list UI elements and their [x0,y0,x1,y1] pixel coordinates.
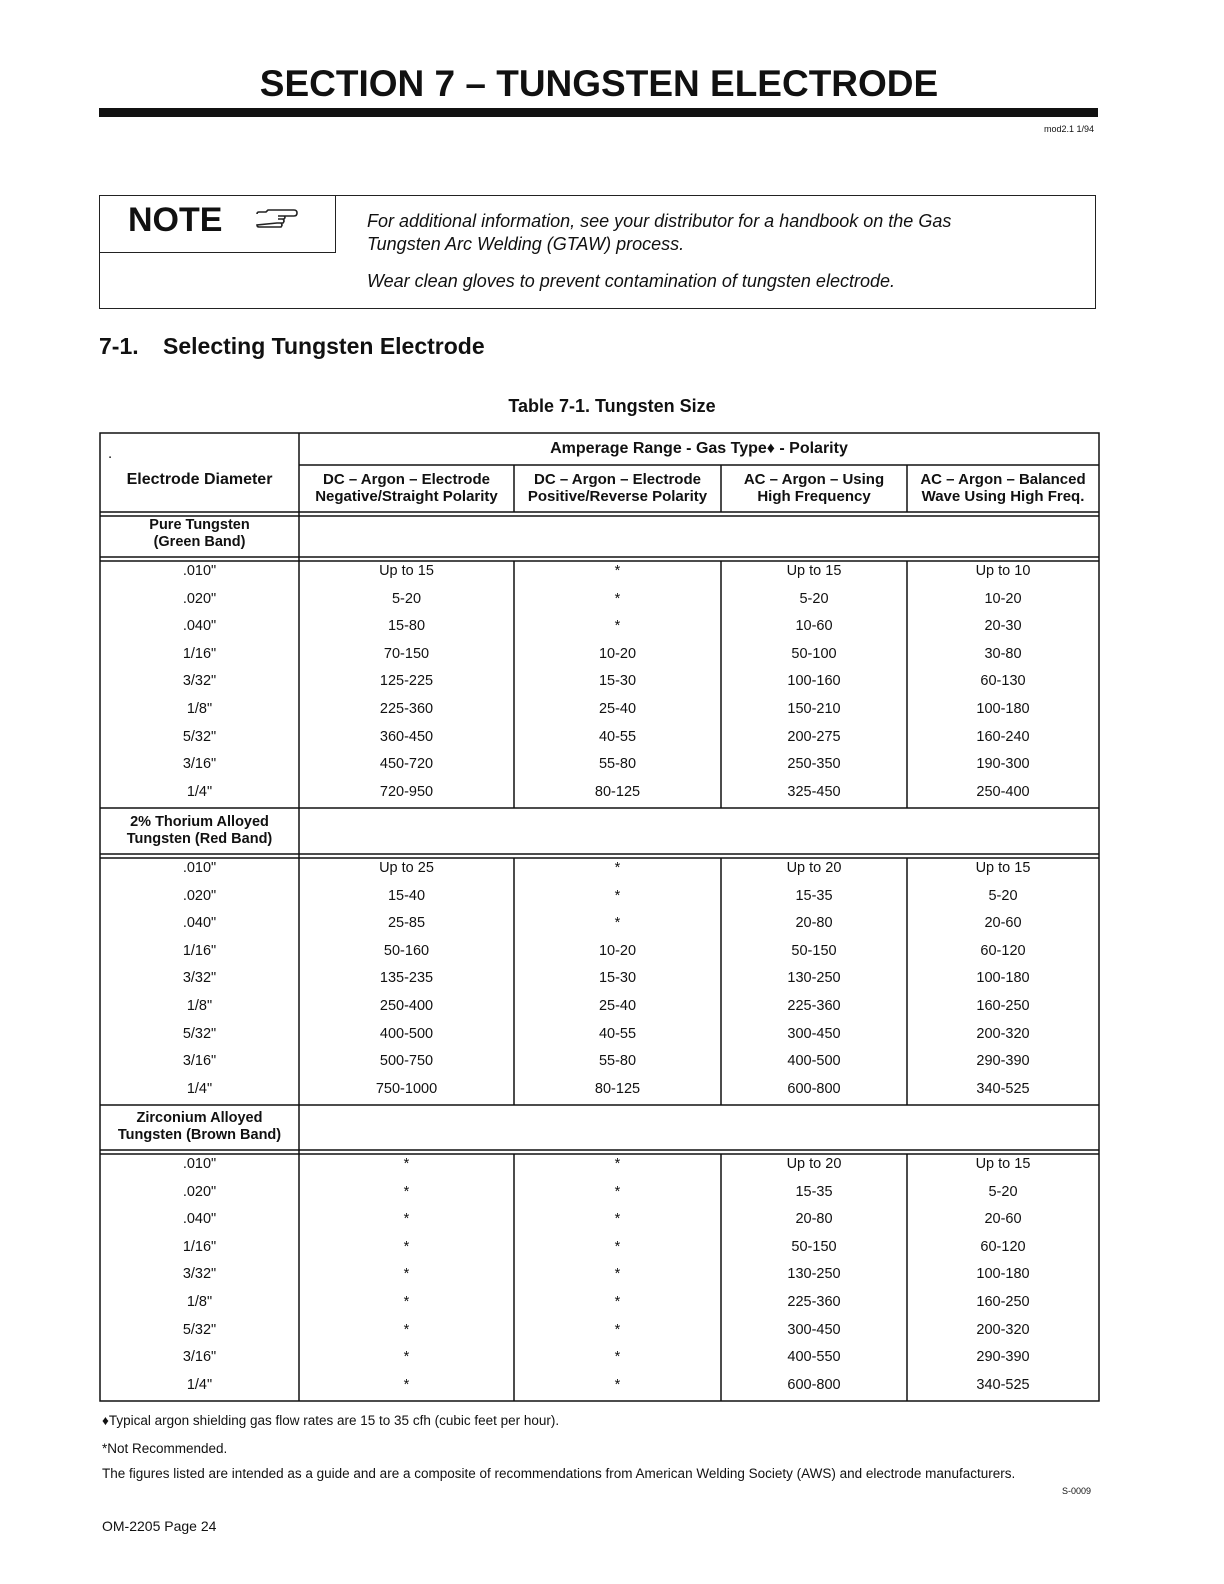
cell-ac-hf: 5-20 [799,590,829,607]
cell-ac-balanced: Up to 15 [975,1156,1031,1172]
cell-diameter: 1/8" [186,1294,213,1310]
cell-diameter: 3/16" [182,756,217,773]
cell-dcep: 25-40 [598,701,637,717]
cell-ac-balanced: 10-20 [984,590,1022,607]
note-label-box [100,196,336,253]
cell-dcen: * [403,1376,410,1393]
cell-diameter: 5/32" [182,1321,217,1338]
cell-ac-balanced: 290-390 [976,1053,1030,1070]
cell-dcen: 250-400 [379,998,434,1014]
cell-dcep: * [614,590,621,607]
cell-ac-balanced: 60-130 [980,673,1026,690]
cell-dcen: 25-85 [387,915,426,932]
cell-dcen: 500-750 [379,1053,434,1070]
cell-diameter: .040" [182,1211,217,1228]
cell-ac-hf: 600-800 [787,1080,841,1097]
cell-dcen: 15-40 [387,887,426,904]
cell-ac-hf: Up to 15 [786,563,842,579]
cell-dcen: Up to 25 [379,860,434,876]
cell-ac-hf: Up to 20 [786,1156,842,1172]
footnote-figures: The figures listed are intended as a guide and are a composite of recommendations from American Welding Society (AWS) and electrode manufacturers. [102,1466,1016,1481]
cell-diameter: 1/8" [186,998,213,1014]
cell-dcep: * [614,915,621,932]
note-text-line-3: Wear clean gloves to prevent contamination of tungsten electrode. [367,271,895,291]
note-label: NOTE [128,201,223,239]
cell-ac-balanced: Up to 10 [975,563,1031,579]
source-code: S-0009 [1062,1486,1092,1496]
cell-ac-hf: 300-450 [787,1025,841,1042]
cell-ac-hf: 150-210 [787,701,841,717]
cell-ac-hf: 15-35 [795,1183,833,1200]
cell-ac-hf: 50-100 [791,645,837,662]
column-header-electrode-diameter: Electrode Diameter [126,471,273,488]
revision-code: mod2.1 1/94 [1043,124,1094,134]
group-label-line: (Green Band) [153,534,246,550]
cell-diameter: 1/4" [186,1080,213,1097]
note-text-line-1: For additional information, see your distributor for a handbook on the Gas [367,211,952,231]
cell-dcep: 10-20 [598,942,637,959]
cell-ac-hf: 400-550 [787,1349,841,1366]
cell-dcep: 55-80 [598,1053,637,1070]
cell-dcep: 15-30 [598,673,637,690]
cell-diameter: 5/32" [182,728,217,745]
cell-dcep: * [614,1349,621,1366]
cell-dcen: * [403,1238,410,1255]
cell-ac-hf: 50-150 [791,942,837,959]
cell-dcen: 400-500 [379,1025,434,1042]
cell-dcen: * [403,1183,410,1200]
column-group-header: Amperage Range - Gas Type♦ - Polarity [550,440,848,457]
page-number: OM-2205 Page 24 [102,1518,217,1534]
cell-dcep: 80-125 [594,1080,641,1097]
cell-ac-balanced: 5-20 [988,1183,1018,1200]
cell-ac-hf: 10-60 [795,618,833,635]
cell-dcen: 50-160 [383,942,430,959]
cell-ac-balanced: 340-525 [976,1376,1030,1393]
cell-diameter: .010" [182,563,217,579]
cell-ac-balanced: 290-390 [976,1349,1030,1366]
group-label-line: Pure Tungsten [149,517,250,533]
cell-dcep: 40-55 [598,728,637,745]
cell-ac-balanced: 100-180 [976,1266,1030,1283]
cell-dcep: * [614,1183,621,1200]
cell-ac-balanced: 5-20 [988,887,1018,904]
cell-ac-balanced: 200-320 [976,1321,1030,1338]
cell-ac-hf: 250-350 [787,756,841,773]
cell-dcen: * [403,1156,410,1172]
cell-dcep: 55-80 [598,756,637,773]
group-label-thoriated-tungsten [100,814,299,848]
cell-ac-balanced: 20-60 [984,1211,1022,1228]
cell-diameter: 3/32" [182,1266,217,1283]
cell-ac-hf: 20-80 [795,915,833,932]
cell-ac-balanced: 200-320 [976,1025,1030,1042]
cell-dcep: 40-55 [598,1025,637,1042]
cell-dcep: 10-20 [598,645,637,662]
cell-ac-balanced: 30-80 [984,645,1022,662]
cell-ac-balanced: 60-120 [980,942,1026,959]
cell-dcen: 70-150 [383,645,430,662]
cell-diameter: .020" [182,887,217,904]
cell-dcep: * [614,860,621,876]
cell-ac-balanced: 250-400 [976,783,1030,800]
cell-diameter: .020" [182,1183,217,1200]
cell-ac-balanced: 340-525 [976,1080,1030,1097]
cell-diameter: 3/16" [182,1053,217,1070]
group-label-line: 2% Thorium Alloyed [130,814,269,830]
cell-dcep: 15-30 [598,970,637,987]
cell-dcen: * [403,1349,410,1366]
cell-ac-hf: 325-450 [787,783,841,800]
cell-dcen: * [403,1266,410,1283]
cell-dcen: * [403,1321,410,1338]
cell-dcen: 125-225 [379,673,434,690]
cell-ac-balanced: 190-300 [976,756,1030,773]
column-header-line: AC – Argon – Balanced [920,471,1086,488]
cell-dcen: 5-20 [391,590,422,607]
cell-dcen: * [403,1211,410,1228]
cell-dcep: * [614,1294,621,1310]
column-header-dcep [514,471,721,505]
cell-ac-balanced: 60-120 [980,1238,1026,1255]
cell-dcep: * [614,1156,621,1172]
cell-dcep: * [614,563,621,579]
cell-ac-balanced: 160-250 [976,1294,1030,1310]
cell-diameter: .010" [182,1156,217,1172]
cell-diameter: 1/16" [182,942,217,959]
column-header-line: DC – Argon – Electrode [323,471,490,488]
cell-dcen: * [403,1294,410,1310]
cell-ac-hf: 130-250 [787,1266,841,1283]
cell-dcep: * [614,1376,621,1393]
footnote-gas-flow: ♦Typical argon shielding gas flow rates are 15 to 35 cfh (cubic feet per hour). [102,1413,560,1428]
column-header-line: Positive/Reverse Polarity [527,488,708,505]
cell-ac-hf: 225-360 [787,1294,841,1310]
column-header-dcen [299,471,514,505]
cell-diameter: 1/8" [186,701,213,717]
cell-dcen: Up to 15 [379,563,434,579]
section-title: SECTION 7 – TUNGSTEN ELECTRODE [259,63,939,104]
cell-diameter: .020" [182,590,217,607]
group-label-line: Tungsten (Red Band) [126,831,273,847]
table-title: Table 7-1. Tungsten Size [508,396,716,416]
cell-dcen: 750-1000 [375,1080,438,1097]
cell-ac-hf: 100-160 [787,673,841,690]
cell-ac-balanced: 100-180 [976,970,1030,987]
cell-ac-balanced: 20-30 [984,618,1022,635]
column-header-line: AC – Argon – Using [743,471,885,488]
cell-dcen: 720-950 [379,783,434,800]
cell-dcep: 80-125 [594,783,641,800]
cell-ac-hf: 50-150 [791,1238,837,1255]
subsection-number: 7-1. [99,333,139,359]
cell-diameter: 1/4" [186,783,213,800]
cell-dcen: 135-235 [379,970,434,987]
cell-ac-balanced: 20-60 [984,915,1022,932]
cell-diameter: 3/16" [182,1349,217,1366]
cell-ac-hf: 400-500 [787,1053,841,1070]
column-header-ac-balanced [907,471,1099,505]
cell-ac-hf: 225-360 [787,998,841,1014]
cell-diameter: .010" [182,860,217,876]
group-label-line: Tungsten (Brown Band) [117,1127,282,1143]
cell-diameter: .040" [182,915,217,932]
cell-ac-hf: 20-80 [795,1211,833,1228]
cell-ac-balanced: 160-240 [976,728,1030,745]
title-rule [99,108,1098,117]
cell-ac-hf: 130-250 [787,970,841,987]
footnote-not-recommended: *Not Recommended. [102,1441,228,1456]
note-text-line-2: Tungsten Arc Welding (GTAW) process. [367,234,685,254]
cell-ac-balanced: Up to 15 [975,860,1031,876]
cell-diameter: 1/16" [182,1238,217,1255]
column-header-ac-hf [721,471,907,505]
cell-dcep: 25-40 [598,998,637,1014]
cell-ac-balanced: 100-180 [976,701,1030,717]
cell-ac-hf: 200-275 [787,728,841,745]
group-label-line: Zirconium Alloyed [136,1110,263,1126]
cell-diameter: 1/4" [186,1376,213,1393]
note-box [99,195,1096,309]
column-header-line: DC – Argon – Electrode [534,471,701,488]
cell-ac-hf: 600-800 [787,1376,841,1393]
cell-dcen: 225-360 [379,701,434,717]
column-header-line: High Frequency [757,488,871,505]
column-header-line: Wave Using High Freq. [921,488,1085,505]
group-label-zirconiated-tungsten [100,1110,299,1144]
column-header-line: Negative/Straight Polarity [315,488,498,505]
cell-dcep: * [614,618,621,635]
subsection-title: Selecting Tungsten Electrode [163,333,485,359]
subsection-heading [99,333,485,360]
cell-diameter: 3/32" [182,970,217,987]
cell-dcen: 360-450 [379,728,434,745]
cell-ac-hf: Up to 20 [786,860,842,876]
cell-ac-hf: 15-35 [795,887,833,904]
cell-dcep: * [614,887,621,904]
cell-dcen: 15-80 [387,618,426,635]
cell-dcep: * [614,1238,621,1255]
cell-dcep: * [614,1321,621,1338]
cell-ac-balanced: 160-250 [976,998,1030,1014]
cell-diameter: .040" [182,618,217,635]
cell-dcep: * [614,1266,621,1283]
cell-diameter: 5/32" [182,1025,217,1042]
cell-dcep: * [614,1211,621,1228]
stray-mark: . [108,445,113,462]
cell-ac-hf: 300-450 [787,1321,841,1338]
cell-dcen: 450-720 [379,756,434,773]
cell-diameter: 3/32" [182,673,217,690]
cell-diameter: 1/16" [182,645,217,662]
pointing-hand-icon [254,209,300,235]
group-label-pure-tungsten [100,517,299,551]
